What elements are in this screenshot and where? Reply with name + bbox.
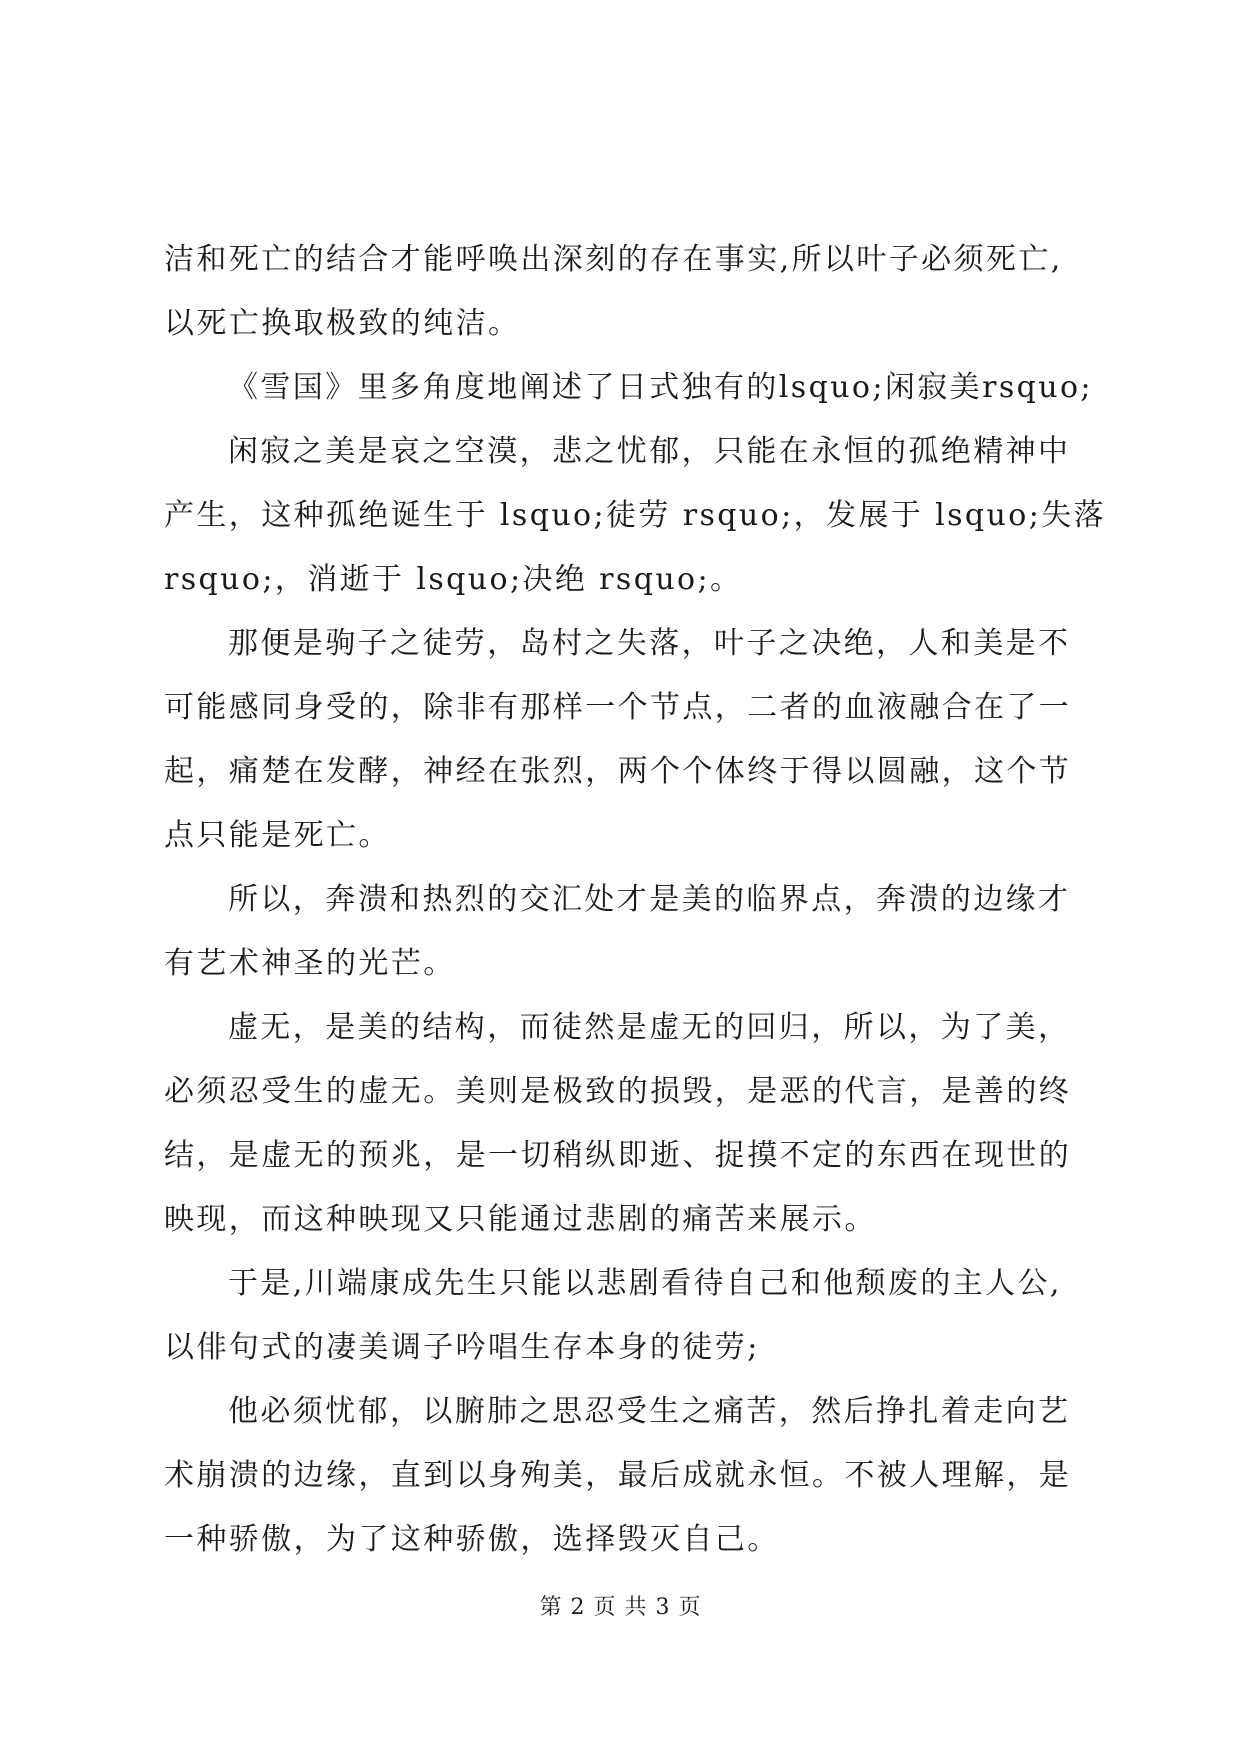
text-line: 点只能是死亡。 [164, 818, 391, 853]
page-footer: 第 2 页 共 3 页 [539, 1595, 702, 1620]
paragraph-start-line: 他必须忧郁，以腑肺之思忍受生之痛苦，然后挣扎着走向艺 [228, 1394, 1071, 1429]
text-line: 一种骄傲，为了这种骄傲，选择毁灭自己。 [164, 1522, 780, 1557]
paragraph-start-line: 《雪国》里多角度地阐述了日式独有的lsquo;闲寂美rsquo; [228, 370, 1093, 405]
text-line: 以俳句式的凄美调子吟唱生存本身的徒劳; [164, 1330, 760, 1365]
text-line: 映现，而这种映现又只能通过悲剧的痛苦来展示。 [164, 1202, 877, 1237]
paragraph-start-line: 于是,川端康成先生只能以悲剧看待自己和他颓废的主人公, [228, 1266, 1062, 1301]
text-line: 产生，这种孤绝诞生于 lsquo;徒劳 rsquo;，发展于 lsquo;失落 [164, 498, 1107, 533]
text-line: rsquo;，消逝于 lsquo;决绝 rsquo;。 [164, 562, 743, 597]
text-line: 以死亡换取极致的纯洁。 [164, 306, 521, 341]
text-line: 必须忍受生的虚无。美则是极致的损毁，是恶的代言，是善的终 [164, 1074, 1072, 1109]
text-line: 可能感同身受的，除非有那样一个节点，二者的血液融合在了一 [164, 690, 1072, 725]
text-line: 有艺术神圣的光芒。 [164, 946, 456, 981]
text-line: 洁和死亡的结合才能呼唤出深刻的存在事实,所以叶子必须死亡, [164, 242, 1063, 277]
text-line: 术崩溃的边缘，直到以身殉美，最后成就永恒。不被人理解，是 [164, 1458, 1072, 1493]
text-line: 结，是虚无的预兆，是一切稍纵即逝、捉摸不定的东西在现世的 [164, 1138, 1072, 1173]
paragraph-start-line: 闲寂之美是哀之空漠，悲之忧郁，只能在永恒的孤绝精神中 [228, 434, 1071, 469]
paragraph-start-line: 所以，奔溃和热烈的交汇处才是美的临界点，奔溃的边缘才 [228, 882, 1071, 917]
paragraph-start-line: 那便是驹子之徒劳，岛村之失落，叶子之决绝，人和美是不 [228, 626, 1071, 661]
text-line: 起，痛楚在发酵，神经在张烈，两个个体终于得以圆融，这个节 [164, 754, 1072, 789]
body-text [164, 228, 1107, 1572]
paragraph-start-line: 虚无，是美的结构，而徒然是虚无的回归，所以，为了美， [228, 1010, 1071, 1045]
